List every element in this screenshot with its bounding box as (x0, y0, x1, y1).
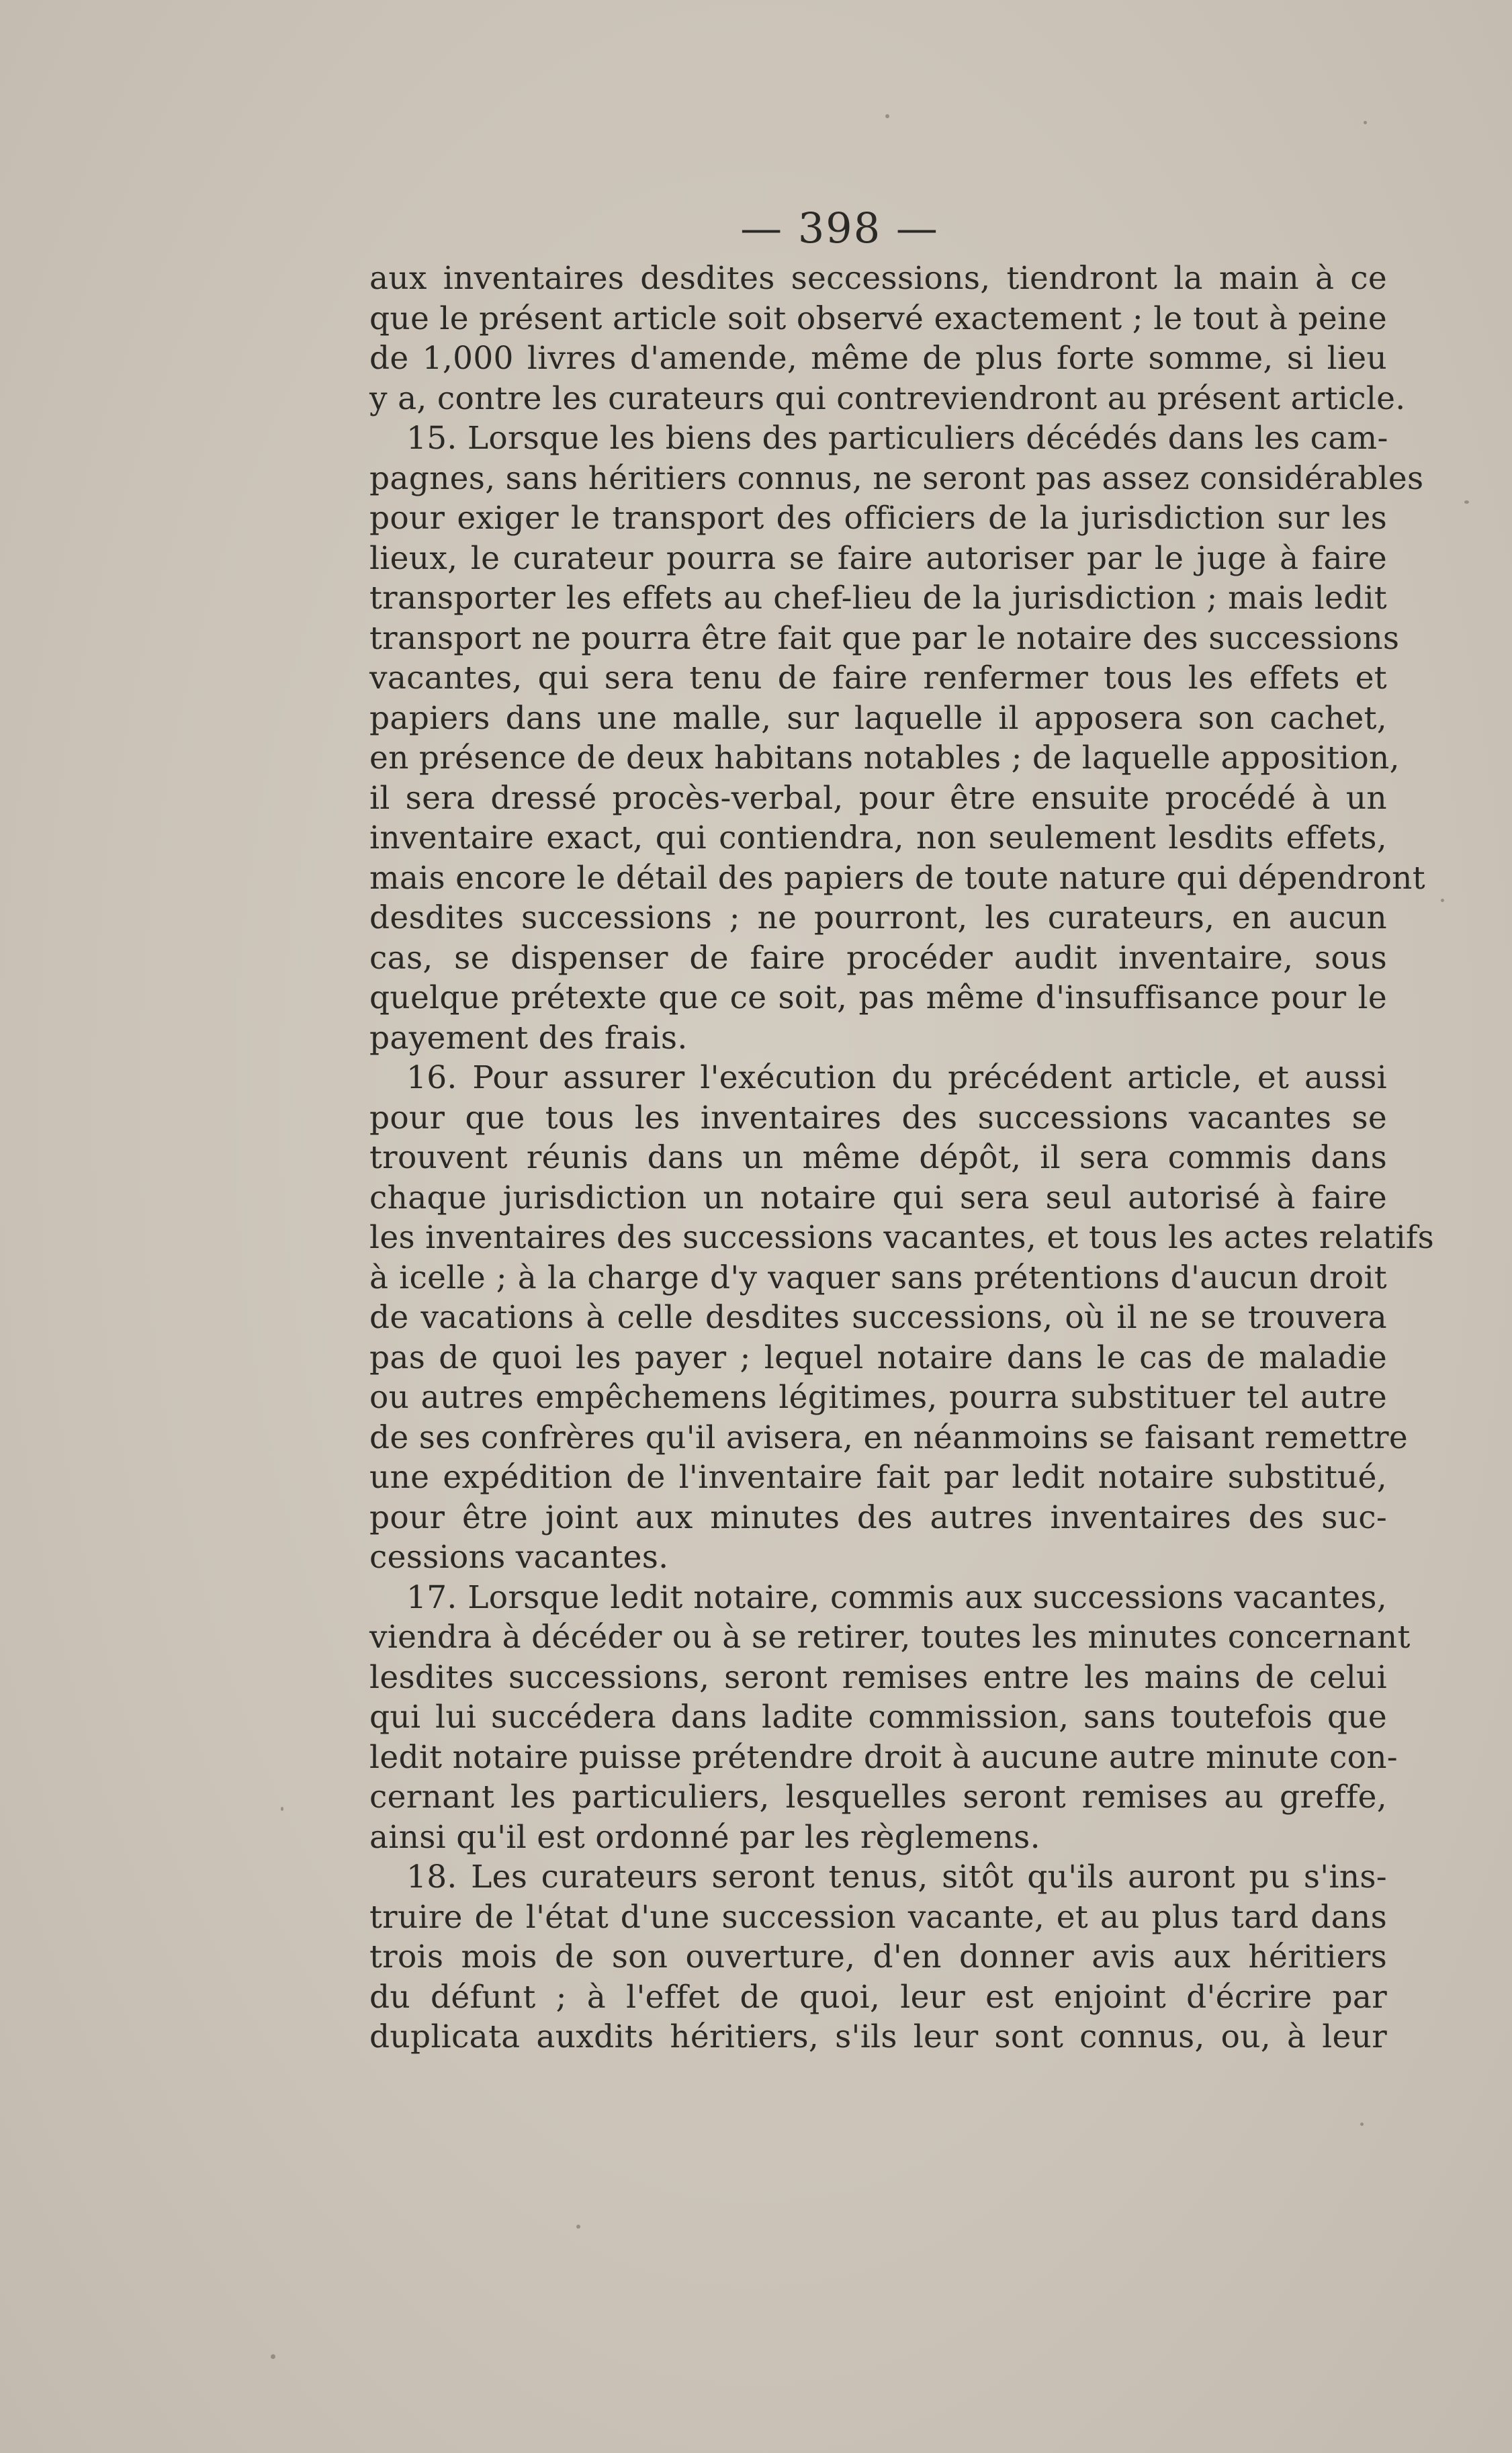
article-18-start: 18. Les curateurs seront tenus, sitôt qu'ils auront pu s'ins- (406, 1859, 1387, 1896)
text-line: y a, contre les curateurs qui contreviendront au présent article. (369, 380, 1406, 417)
paper-speck (271, 2354, 275, 2359)
paper-speck (1360, 2123, 1364, 2126)
text-line: payement des frais. (369, 1019, 688, 1057)
text-line: duplicata auxdits héritiers, s'ils leur sont connus, ou, à leur (369, 2018, 1387, 2055)
article-16-start: 16. Pour assurer l'exécution du précédent article, et aussi (406, 1059, 1387, 1096)
text-line: cas, se dispenser de faire procéder audit inventaire, sous (369, 939, 1387, 977)
body-text (369, 259, 1435, 2057)
paper-speck (1464, 500, 1469, 504)
text-line: du défunt ; à l'effet de quoi, leur est enjoint d'écrire par (369, 1978, 1387, 2016)
text-line: de vacations à celle desdites successions, où il ne se trouvera (369, 1299, 1387, 1336)
text-line: mais encore le détail des papiers de toute nature qui dépendront (369, 859, 1425, 897)
text-line: les inventaires des successions vacantes, et tous les actes relatifs (369, 1219, 1435, 1256)
text-line: que le présent article soit observé exactement ; le tout à peine (369, 300, 1387, 337)
text-line: transporter les effets au chef-lieu de la jurisdiction ; mais ledit (369, 580, 1387, 617)
text-line: quelque prétexte que ce soit, pas même d'insuffisance pour le (369, 979, 1387, 1016)
paper-speck (576, 2225, 580, 2229)
text-line: trois mois de son ouverture, d'en donner avis aux héritiers (369, 1938, 1387, 1975)
text-line: inventaire exact, qui contiendra, non seulement lesdits effets, (369, 819, 1387, 856)
text-line: ainsi qu'il est ordonné par les règlemens. (369, 1818, 1040, 1856)
text-line: papiers dans une malle, sur laquelle il apposera son cachet, (369, 699, 1387, 737)
text-line: trouvent réunis dans un même dépôt, il sera commis dans (369, 1139, 1387, 1176)
text-line: truire de l'état d'une succession vacante, et au plus tard dans (369, 1898, 1387, 1936)
text-line: transport ne pourra être fait que par le notaire des successions (369, 619, 1400, 657)
paper-speck (1441, 899, 1444, 902)
text-line: pas de quoi les payer ; lequel notaire dans le cas de maladie (369, 1339, 1387, 1376)
text-line: pour être joint aux minutes des autres inventaires des suc- (369, 1499, 1387, 1536)
page-number: — 398 — (740, 204, 939, 253)
text-line: il sera dressé procès-verbal, pour être ensuite procédé à un (369, 779, 1387, 817)
paper-speck (1364, 121, 1367, 124)
article-15-start: 15. Lorsque les biens des particuliers décédés dans les cam- (406, 420, 1388, 457)
paper-speck (885, 114, 889, 118)
article-17-start: 17. Lorsque ledit notaire, commis aux successions vacantes, (406, 1578, 1387, 1616)
text-line: chaque jurisdiction un notaire qui sera seul autorisé à faire (369, 1179, 1387, 1216)
text-line: cernant les particuliers, lesquelles seront remises au greffe, (369, 1779, 1387, 1816)
text-line: viendra à décéder ou à se retirer, toutes les minutes concernant (369, 1619, 1411, 1656)
text-line: ou autres empêchemens légitimes, pourra substituer tel autre (369, 1379, 1387, 1416)
text-line: de 1,000 livres d'amende, même de plus forte somme, si lieu (369, 340, 1387, 377)
text-line: qui lui succédera dans ladite commission, sans toutefois que (369, 1699, 1387, 1736)
text-line: desdites successions ; ne pourront, les curateurs, en aucun (369, 899, 1387, 936)
text-line: une expédition de l'inventaire fait par ledit notaire substitué, (369, 1459, 1387, 1496)
text-line: de ses confrères qu'il avisera, en néanmoins se faisant remettre (369, 1419, 1409, 1456)
text-line: lesdites successions, seront remises entre les mains de celui (369, 1658, 1387, 1696)
text-line: cessions vacantes. (369, 1539, 669, 1576)
text-line: aux inventaires desdites seccessions, tiendront la main à ce (369, 260, 1387, 297)
paper-speck (281, 1807, 283, 1811)
text-line: pagnes, sans héritiers connus, ne seront pas assez considérables (369, 459, 1424, 497)
text-line: en présence de deux habitans notables ; de laquelle apposition, (369, 740, 1400, 776)
text-line: pour exiger le transport des officiers de la jurisdiction sur les (369, 500, 1387, 537)
text-line: lieux, le curateur pourra se faire autoriser par le juge à faire (369, 539, 1387, 577)
text-line: à icelle ; à la charge d'y vaquer sans prétentions d'aucun droit (369, 1259, 1387, 1296)
text-line: ledit notaire puisse prétendre droit à aucune autre minute con- (369, 1738, 1398, 1776)
text-line: pour que tous les inventaires des successions vacantes se (369, 1099, 1387, 1136)
text-line: vacantes, qui sera tenu de faire renfermer tous les effets et (369, 660, 1387, 697)
